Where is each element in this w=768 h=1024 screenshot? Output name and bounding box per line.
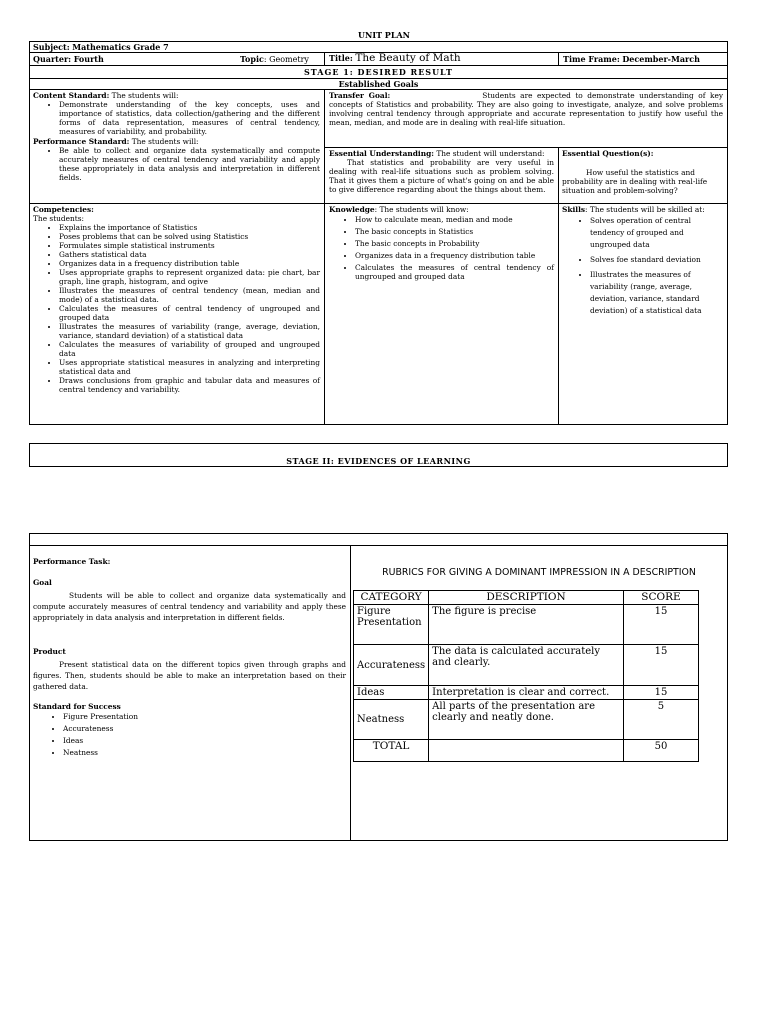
standard-label: Standard for Success bbox=[33, 702, 121, 711]
topic-field bbox=[240, 54, 309, 65]
list-item: • Solves foe standard deviation bbox=[590, 254, 724, 266]
topic-value: : Geometry bbox=[263, 55, 309, 64]
rubric-table bbox=[353, 590, 699, 762]
list-item: • Calculates the measures of variability of grouped and ungrouped data bbox=[59, 340, 320, 358]
rubric-score: 15 bbox=[623, 605, 698, 645]
list-item: • Uses appropriate statistical measures in analyzing and interpreting statistical data and bbox=[59, 358, 320, 376]
list-item: • Illustrates the measures of variability (range, average, deviation, variance, standard deviation) of a statistical data bbox=[59, 322, 320, 340]
performance-task-label: Performance Task: bbox=[33, 557, 111, 566]
list-item: • Accurateness bbox=[63, 723, 346, 735]
essential-questions-section bbox=[562, 149, 724, 195]
list-item: • Demonstrate understanding of the key concepts, uses and importance of statistics, data collection/gathering and the different forms of data representation, measures of central tendency, measures of variability, and probability. bbox=[59, 100, 320, 136]
list-item: • Draws conclusions from graphic and tabular data and measures of central tendency and variability. bbox=[59, 376, 320, 394]
page-title: UNIT PLAN bbox=[358, 30, 410, 40]
rubric-category: Ideas bbox=[354, 686, 429, 700]
rubric-category: Figure Presentation bbox=[354, 605, 429, 645]
rubric-header-category: CATEGORY bbox=[354, 591, 429, 605]
list-item: • The basic concepts in Statistics bbox=[355, 227, 554, 236]
rubric-header-score: SCORE bbox=[623, 591, 698, 605]
quarter-field bbox=[33, 54, 104, 65]
skills-intro: : The students will be skilled at: bbox=[585, 205, 705, 214]
list-item: • Solves operation of central tendency of grouped and ungrouped data bbox=[590, 215, 724, 251]
table-row bbox=[354, 740, 699, 762]
rubric-total-score: 50 bbox=[623, 740, 698, 762]
established-goals-heading: Established Goals bbox=[338, 79, 419, 89]
list-item: • Uses appropriate graphs to represent organized data: pie chart, bar graph, line graph, histogram, and ogive bbox=[59, 268, 320, 286]
product-label: Product bbox=[33, 647, 66, 656]
transfer-goal-text: Students are expected to demonstrate understanding of key concepts of Statistics and probability. They are also going to investigate, analyze, and solve problems involving central tendency through appropriate and accurate representation to justify how useful the mean, median, and mode are in dealing with real-life situation. bbox=[329, 91, 723, 127]
performance-standard-label: Performance Standard: bbox=[33, 137, 130, 146]
subject-value: Mathematics Grade 7 bbox=[72, 42, 169, 52]
competencies-label: Competencies: bbox=[33, 205, 94, 214]
rubric-title: RUBRICS FOR GIVING A DOMINANT IMPRESSION IN A DESCRIPTION bbox=[382, 567, 696, 578]
competencies-intro: The students: bbox=[33, 214, 85, 223]
stage2-heading: STAGE II: EVIDENCES OF LEARNING bbox=[286, 456, 471, 466]
performance-standard-intro: The students will: bbox=[129, 137, 199, 146]
quarter-label: Quarter: bbox=[33, 54, 72, 64]
goal-text: Students will be able to collect and organize data systematically and compute accurately measures of central tendency and variability and apply these appropriately in data analysis and interpretation in different fields. bbox=[33, 591, 346, 622]
list-item: • Neatness bbox=[63, 747, 346, 759]
rubric-score: 15 bbox=[623, 686, 698, 700]
performance-task-section bbox=[33, 557, 346, 759]
list-item: • Calculates the measures of central tendency of ungrouped and grouped data bbox=[355, 263, 554, 281]
skills-section bbox=[562, 205, 724, 317]
content-standard-label: Content Standard: bbox=[33, 91, 110, 100]
title-field bbox=[329, 53, 461, 64]
rubric-description: Interpretation is clear and correct. bbox=[429, 686, 624, 700]
list-item: • Explains the importance of Statistics bbox=[59, 223, 320, 232]
knowledge-label: Knowledge bbox=[329, 205, 375, 214]
list-item: • Gathers statistical data bbox=[59, 250, 320, 259]
title-value: The Beauty of Math bbox=[355, 52, 461, 64]
skills-label: Skills bbox=[562, 205, 586, 214]
subject-label: Subject: bbox=[33, 42, 70, 52]
product-text: Present statistical data on the different topics given through graphs and figures. Then, students should be able to make an interpretation based on their gathered data. bbox=[33, 660, 346, 691]
essential-understanding-section bbox=[329, 149, 554, 194]
list-item: • Ideas bbox=[63, 735, 346, 747]
table-row bbox=[354, 700, 699, 740]
timeframe-label: Time Frame: bbox=[563, 54, 620, 64]
topic-label: Topic bbox=[240, 54, 264, 64]
list-item: • Formulates simple statistical instruments bbox=[59, 241, 320, 250]
list-item: • Figure Presentation bbox=[63, 711, 346, 723]
competencies-section bbox=[33, 205, 320, 394]
rubric-score: 5 bbox=[623, 700, 698, 740]
essential-understanding-label: Essential Understanding: bbox=[329, 149, 434, 158]
subject-field bbox=[33, 42, 169, 53]
quarter-value: Fourth bbox=[73, 54, 104, 64]
list-item: • Be able to collect and organize data systematically and compute accurately measures of central tendency and variability and apply these appropriately in data analysis and interpretation in different fields. bbox=[59, 146, 320, 182]
essential-questions-text: How useful the statistics and probability are in dealing with real-life situation and problem-solving? bbox=[562, 168, 708, 195]
table-row bbox=[354, 686, 699, 700]
content-standard-intro: The students will: bbox=[109, 91, 179, 100]
list-item: • Poses problems that can be solved using Statistics bbox=[59, 232, 320, 241]
stage2-heading-box bbox=[29, 443, 728, 467]
knowledge-intro: : The students will know: bbox=[374, 205, 469, 214]
rubric-total-label: TOTAL bbox=[354, 740, 429, 762]
table-row bbox=[354, 645, 699, 686]
timeframe-field bbox=[563, 54, 700, 65]
list-item: • Illustrates the measures of variability (range, average, deviation, variance, standard deviation) of a statistical data bbox=[590, 269, 724, 317]
list-item: • Calculates the measures of central tendency of ungrouped and grouped data bbox=[59, 304, 320, 322]
list-item: • Organizes data in a frequency distribution table bbox=[59, 259, 320, 268]
list-item: • Organizes data in a frequency distribution table bbox=[355, 251, 554, 260]
transfer-goal-label: Transfer Goal: bbox=[329, 91, 391, 100]
rubric-description: The figure is precise bbox=[429, 605, 624, 645]
stage1-heading: STAGE 1: DESIRED RESULT bbox=[304, 67, 453, 77]
essential-understanding-text: That statistics and probability are very useful in dealing with real-life situations such as problem solving. That it gives them a picture of what's going on and be able to give difference regarding about the things about them. bbox=[329, 158, 554, 194]
rubric-category: Neatness bbox=[354, 700, 429, 740]
rubric-category: Accurateness bbox=[354, 645, 429, 686]
rubric-total-description bbox=[429, 740, 624, 762]
content-standard-section bbox=[33, 91, 320, 182]
rubric-description: The data is calculated accurately and clearly. bbox=[429, 645, 624, 686]
table-row bbox=[354, 605, 699, 645]
list-item: • How to calculate mean, median and mode bbox=[355, 215, 554, 224]
rubric-header-description: DESCRIPTION bbox=[429, 591, 624, 605]
rubric-description: All parts of the presentation are clearly and neatly done. bbox=[429, 700, 624, 740]
timeframe-value: December-March bbox=[622, 54, 700, 64]
essential-questions-label: Essential Question(s): bbox=[562, 149, 654, 158]
knowledge-section bbox=[329, 205, 554, 281]
title-label: Title: bbox=[329, 53, 353, 63]
rubric-score: 15 bbox=[623, 645, 698, 686]
goal-label: Goal bbox=[33, 578, 52, 587]
essential-understanding-intro: The student will understand: bbox=[434, 149, 545, 158]
transfer-goal-section bbox=[329, 91, 723, 127]
list-item: • The basic concepts in Probability bbox=[355, 239, 554, 248]
list-item: • Illustrates the measures of central tendency (mean, median and mode) of a statistical data. bbox=[59, 286, 320, 304]
